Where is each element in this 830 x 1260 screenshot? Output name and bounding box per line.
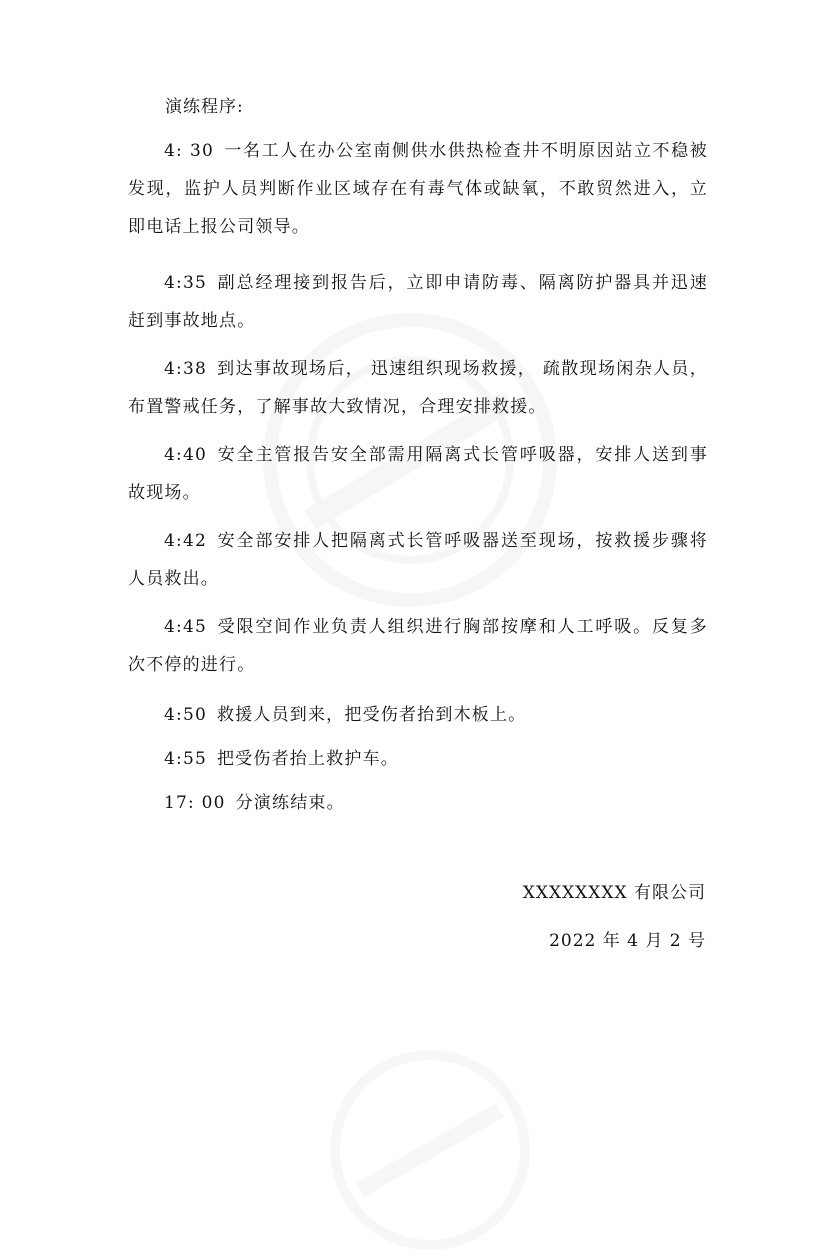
watermark-seal-icon-lower: [320, 1040, 540, 1260]
signature-date: 2022 年 4 月 2 号: [549, 931, 706, 951]
procedure-heading: 演练程序:: [165, 97, 244, 117]
step-text: 到达事故现场后， 迅速组织现场救援， 疏散现场闲杂人员，布置警戒任务，了解事故大致情况，合理安排救援。: [128, 359, 708, 417]
step-paragraph: [128, 740, 708, 778]
step-time: 4:45: [164, 617, 207, 637]
step-time: 4:50: [164, 705, 207, 725]
step-paragraph: [128, 522, 708, 598]
step-paragraph: [128, 350, 708, 426]
step-paragraph: [128, 132, 708, 246]
step-text: 安全主管报告安全部需用隔离式长管呼吸器，安排人送到事故现场。: [128, 445, 708, 503]
company-signature: XXXXXXXX 有限公司: [522, 883, 706, 903]
step-paragraph: [128, 696, 708, 734]
step-text: 分演练结束。: [235, 793, 345, 813]
step-time: 4:35: [164, 273, 207, 293]
step-paragraph: [128, 264, 708, 340]
step-paragraph: [128, 784, 708, 822]
step-time: 4: 30: [164, 141, 214, 161]
step-text: 救援人员到来，把受伤者抬到木板上。: [216, 705, 527, 725]
step-time: 4:38: [164, 359, 207, 379]
step-text: 一名工人在办公室南侧供水供热检查井不明原因站立不稳被发现，监护人员判断作业区域存在有毒气体或缺氧，不敢贸然进入，立即电话上报公司领导。: [128, 141, 708, 237]
step-time: 4:40: [164, 445, 207, 465]
step-paragraph: [128, 436, 708, 512]
step-text: 安全部安排人把隔离式长管呼吸器送至现场，按救援步骤将人员救出。: [128, 531, 708, 589]
step-text: 把受伤者抬上救护车。: [216, 749, 399, 769]
step-text: 受限空间作业负责人组织进行胸部按摩和人工呼吸。反复多次不停的进行。: [128, 617, 708, 675]
step-time: 4:55: [164, 749, 207, 769]
step-paragraph: [128, 608, 708, 684]
step-time: 17: 00: [164, 793, 226, 813]
step-text: 副总经理接到报告后，立即申请防毒、隔离防护器具并迅速赶到事故地点。: [128, 273, 708, 331]
step-time: 4:42: [164, 531, 207, 551]
